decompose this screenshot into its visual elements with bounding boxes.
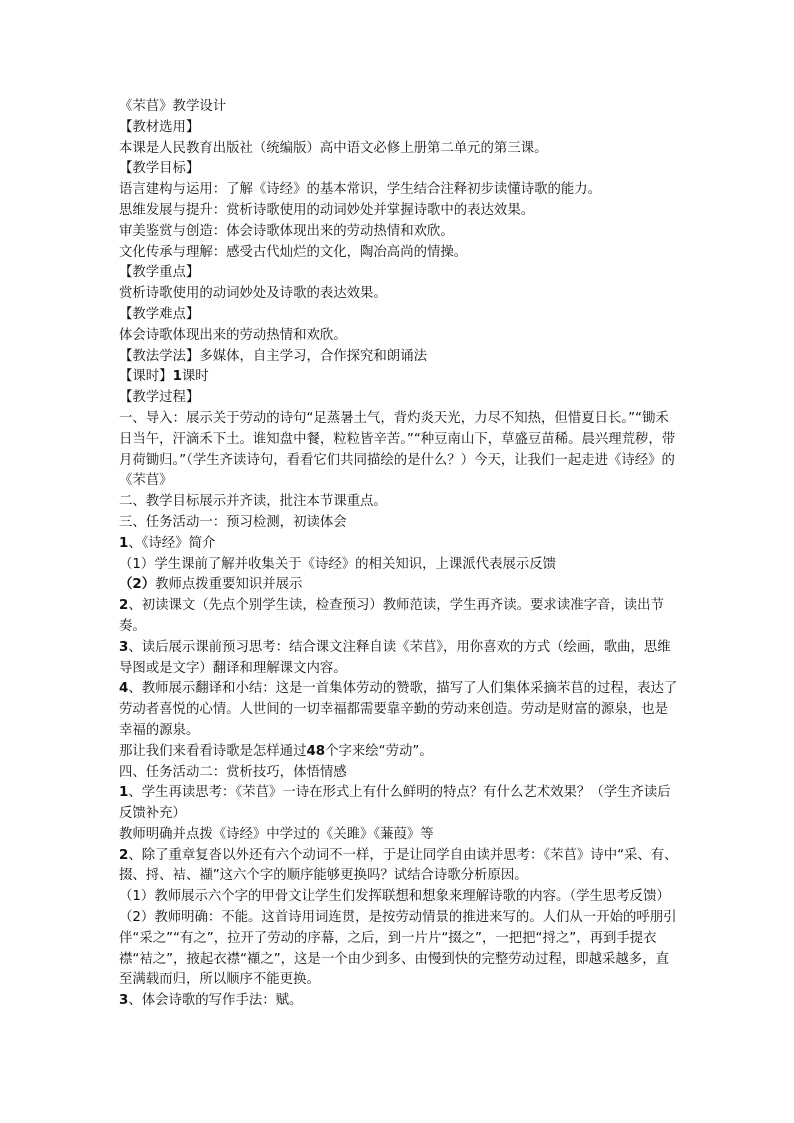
- goal-language: 语言建构与运用：了解《诗经》的基本常识，学生结合注释初步读懂诗歌的能力。: [119, 182, 602, 198]
- task2-item2-sub1-text: 教师展示六个字的甲骨文让学生们发挥联想和想象来理解诗歌的内容。（学生思考反馈）: [154, 889, 670, 905]
- document-title: 《芣苢》教学设计: [119, 99, 227, 114]
- task2-item1-text: 、学生再读思考：《芣苢》一诗在形式上有什么鲜明的特点？有什么艺术效果？（学生齐读后反馈补充）: [119, 785, 671, 822]
- task1-item1-sub2-text: 教师点拨重要知识并展示: [155, 577, 303, 593]
- key-points-text: 赏析诗歌使用的动词妙处及诗歌的表达效果。: [119, 286, 387, 302]
- method-text: 多媒体，自主学习，合作探究和朗诵法: [199, 348, 427, 364]
- task2-item2-text: 、除了重章复沓以外还有六个动词不一样，于是让同学自由读并思考：《芣苢》诗中“采、有、掇、捋、袺、襭”这六个字的顺序能够更换吗？试结合诗歌分析原因。: [119, 847, 678, 884]
- method-line: [119, 347, 679, 368]
- task2-item3-text: 、体会诗歌的写作手法：赋。: [128, 993, 303, 1009]
- heading-textbook: 【教材选用】: [119, 119, 200, 135]
- goal-thinking: 思维发展与提升：赏析诗歌使用的动词妙处并掌握诗歌中的表达效果。: [119, 202, 535, 218]
- task1-item4-num: 4: [119, 681, 129, 697]
- task2-item1-num: 1: [119, 785, 129, 801]
- task2-item2-sub2: [119, 908, 679, 991]
- task2-item1-note: 教师明确并点拨《诗经》中学过的《关雎》《蒹葭》等: [119, 826, 434, 842]
- task1-item1-text: 、《诗经》简介: [128, 535, 216, 551]
- task1-closing-post: 个字来绘“劳动”。: [325, 743, 433, 759]
- hours-unit: 课时: [181, 369, 209, 385]
- heading-goals: 【教学目标】: [119, 161, 200, 177]
- task1-item1-sub1-num: （1）: [119, 556, 155, 572]
- task2-item2: [119, 846, 679, 888]
- task2-item2-sub2-num: （2）: [119, 910, 155, 926]
- task1-item1-num: 1: [119, 535, 129, 551]
- task2-item2-sub1: [119, 887, 679, 908]
- task2-item1: [119, 783, 679, 825]
- task1-closing-pre: 那让我们来看看诗歌是怎样通过: [119, 743, 307, 759]
- textbook-text: 本课是人民教育出版社（统编版）高中语文必修上册第二单元的第三课。: [119, 140, 548, 156]
- task2-item3-num: 3: [119, 993, 129, 1009]
- process-step2: 二、教学目标展示并齐读，批注本节课重点。: [119, 494, 387, 510]
- goal-aesthetic: 审美鉴赏与创造：体会诗歌体现出来的劳动热情和欢欣。: [119, 223, 454, 239]
- hours-label: 【课时】: [119, 369, 173, 385]
- task1-closing-num: 48: [306, 743, 326, 759]
- task1-item2: [119, 596, 679, 638]
- heading-difficulty: 【教学难点】: [119, 306, 200, 322]
- task1-item1: [119, 534, 679, 555]
- task1-item4-text: 、教师展示翻译和小结：这是一首集体劳动的赞歌，描写了人们集体采摘芣苢的过程，表达了劳动者喜悦的心情。人世间的一切幸福都需要靠辛勤的劳动来创造。劳动是财富的源泉，也是幸福的源泉。: [119, 681, 678, 738]
- task2-item2-sub1-num: （1）: [119, 889, 155, 905]
- document-body: [119, 97, 679, 1012]
- task2-item3: [119, 991, 679, 1012]
- difficulty-text: 体会诗歌体现出来的劳动热情和欢欣。: [119, 327, 347, 343]
- task1-item1-sub1-text: 学生课前了解并收集关于《诗经》的相关知识，上课派代表展示反馈: [154, 556, 557, 572]
- goal-culture: 文化传承与理解：感受古代灿烂的文化，陶冶高尚的情操。: [119, 244, 468, 260]
- task1-item2-num: 2: [119, 598, 129, 614]
- heading-process: 【教学过程】: [119, 390, 200, 406]
- task1-item3-num: 3: [119, 639, 129, 655]
- task1-closing: [119, 742, 679, 763]
- task1-item3: [119, 638, 679, 680]
- hours-number: 1: [172, 369, 182, 385]
- task1-item2-text: 、初读课文（先点个别学生读，检查预习）教师范读，学生再齐读。要求读准字音，读出节奏。: [119, 598, 664, 634]
- process-intro: 一、导入：展示关于劳动的诗句“足蒸暑土气，背灼炎天光，力尽不知热，但惜夏日长。”“锄禾日当午，汗滴禾下土。谁知盘中餐，粒粒皆辛苦。”“种豆南山下，草盛豆苗稀。晨兴理荒秽，带月荷锄归。”（学生齐读诗句，看看它们共同描绘的是什么？）今天，让我们一起走进《诗经》的《芣苢》: [119, 410, 676, 489]
- task1-item1-sub2-num: （2）: [119, 577, 156, 593]
- method-label: 【教法学法】: [119, 348, 200, 364]
- heading-key-points: 【教学重点】: [119, 265, 200, 281]
- task1-item1-sub2: [119, 575, 679, 596]
- task1-item4: [119, 679, 679, 741]
- task1-item1-sub1: [119, 555, 679, 576]
- task2-item2-num: 2: [119, 847, 129, 863]
- task1-title: 三、任务活动一：预习检测，初读体会: [119, 514, 347, 530]
- task2-title: 四、任务活动二：赏析技巧，体悟情感: [119, 764, 347, 780]
- task2-item2-sub2-text: 教师明确：不能。这首诗用词连贯，是按劳动情景的推进来写的。人们从一开始的呼朋引伴“采之”“有之”，拉开了劳动的序幕，之后，到一片片“掇之”，一把把“捋之”，再到手提衣襟“袺之”，掖起衣襟“襭之”，这是一个由少到多、由慢到快的完整劳动过程，即越采越多，直至满载而归，所以顺序不能更换。: [119, 910, 677, 988]
- hours-line: [119, 367, 679, 388]
- task1-item3-text: 、读后展示课前预习思考：结合课文注释自读《芣苢》，用你喜欢的方式（绘画，歌曲，思维导图或是文字）翻译和理解课文内容。: [119, 639, 671, 676]
